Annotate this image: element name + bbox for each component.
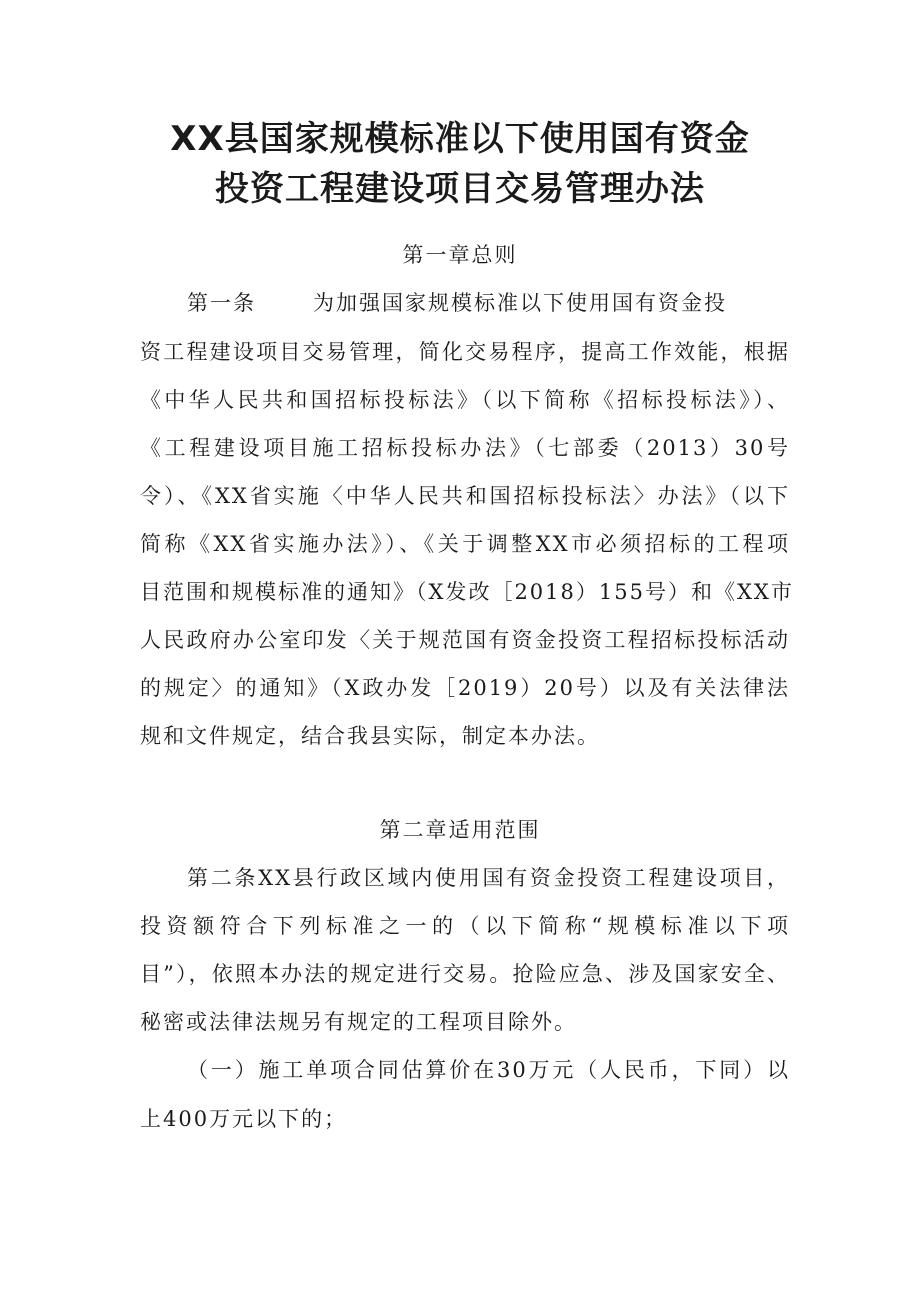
article-2-line: 第二条XX县行政区域内使用国有资金投资工程建设项目，: [187, 866, 790, 890]
chapter-1-heading: 第一章总则: [402, 243, 518, 267]
article-1-line: 为加强国家规模标准以下使用国有资金投: [313, 291, 727, 315]
article-2-item-1-line: （一）施工单项合同估算价在30万元（人民币，下同）以: [187, 1058, 790, 1082]
article-1-line: 的规定〉的通知》（X政办发［2019）20号）以及有关法律法: [140, 676, 790, 700]
article-1-line: 《中华人民共和国招标投标法》（以下简称《招标投标法》）、: [140, 388, 790, 412]
article-1-line: 规和文件规定，结合我县实际，制定本办法。: [140, 724, 600, 748]
article-1-line: 简称《XX省实施办法》）、《关于调整XX市必须招标的工程项: [140, 532, 790, 556]
article-1-line: 《工程建设项目施工招标投标办法》（七部委（2013）30号: [140, 436, 790, 460]
article-1-line: 目范围和规模标准的通知》（X发改［2018）155号）和《XX市: [140, 580, 794, 604]
article-2-item-1-line: 上400万元以下的；: [140, 1107, 348, 1131]
article-1-line: 令）、《XX省实施〈中华人民共和国招标投标法〉办法》（以下: [140, 484, 790, 508]
article-1-line: 资工程建设项目交易管理，简化交易程序，提高工作效能，根据: [140, 340, 790, 364]
document-title-line-1: XX县国家规模标准以下使用国有资金: [170, 119, 750, 159]
article-1-line: 人民政府办公室印发〈关于规范国有资金投资工程招标投标活动: [140, 628, 790, 652]
article-2-line: 目”），依照本办法的规定进行交易。抢险应急、涉及国家安全、: [140, 962, 790, 986]
document-title-line-2: 投资工程建设项目交易管理办法: [215, 169, 705, 209]
article-1-label: 第一条: [187, 291, 256, 315]
article-2-line: 秘密或法律法规另有规定的工程项目除外。: [140, 1010, 577, 1034]
article-2-line: 投资额符合下列标准之一的（以下简称“规模标准以下项: [140, 914, 790, 938]
chapter-2-heading: 第二章适用范围: [379, 818, 541, 842]
